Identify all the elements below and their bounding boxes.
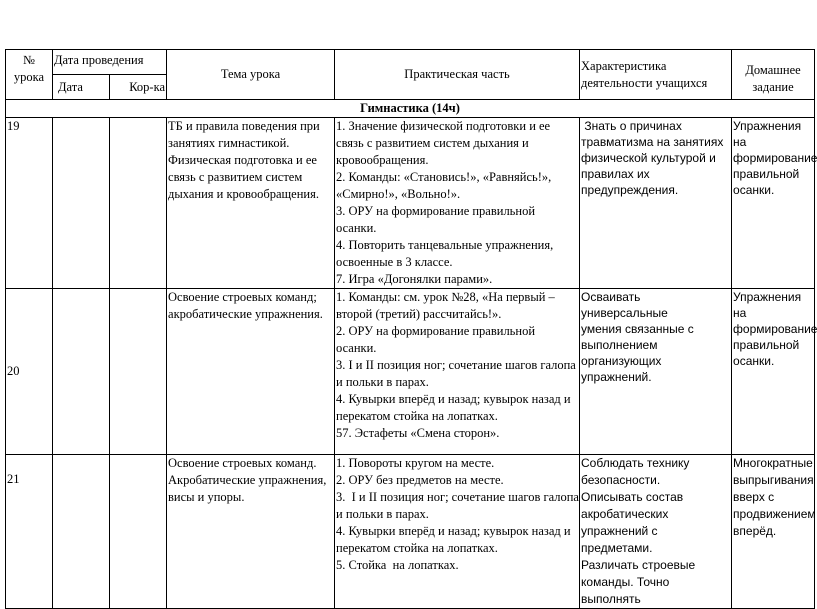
header-row-1	[6, 50, 815, 75]
activity-cell: Соблюдать технику безопасности. Описывать состав акробатических упражнений с предметами. Различать строевые команды. Точно выполнять	[580, 455, 732, 609]
activity-header: Характеристика деятельности учащихся	[580, 50, 732, 100]
section-title: Гимнастика (14ч)	[6, 100, 815, 118]
table-row	[6, 455, 815, 609]
topic-cell: ТБ и правила поведения при занятиях гимнастикой. Физическая подготовка и ее связь с развитием систем дыхания и кровообращения.	[167, 118, 335, 289]
table-row	[6, 118, 815, 289]
lesson-number-header: № урока	[6, 50, 53, 100]
lesson-number: 20	[6, 289, 53, 455]
correction-cell	[110, 118, 167, 289]
date-cell	[53, 289, 110, 455]
topic-cell: Освоение строевых команд. Акробатические упражнения, висы и упоры.	[167, 455, 335, 609]
topic-cell: Освоение строевых команд; акробатические упражнения.	[167, 289, 335, 455]
lesson-number: 21	[6, 455, 53, 609]
date-cell	[53, 455, 110, 609]
lesson-number: 19	[6, 118, 53, 289]
date-group-header: Дата проведения	[53, 50, 167, 75]
topic-header: Тема урока	[167, 50, 335, 100]
date-header: Дата	[53, 75, 110, 100]
date-cell	[53, 118, 110, 289]
homework-cell: Упражнения на формирование правильной осанки.	[732, 289, 815, 455]
activity-cell: Осваивать универсальные умения связанные с выполнением организующих упражнений.	[580, 289, 732, 455]
lesson-plan-table	[5, 49, 815, 609]
table-row	[6, 289, 815, 455]
homework-cell: Многократные выпрыгивания вверх с продвижением вперёд.	[732, 455, 815, 609]
practice-header: Практическая часть	[335, 50, 580, 100]
correction-cell	[110, 289, 167, 455]
practice-cell: 1. Повороты кругом на месте. 2. ОРУ без предметов на месте. 3. I и II позиция ног; сочетание шагов галопа и польки в парах. 4. Кувырки вперёд и назад; кувырок назад и перекатом стойка на лопатках. 5. Стойка на лопатках.	[335, 455, 580, 609]
correction-header: Кор-ка	[110, 75, 167, 100]
homework-cell: Упражнения на формирование правильной осанки.	[732, 118, 815, 289]
practice-cell: 1. Значение физической подготовки и ее связь с развитием систем дыхания и кровообращения. 2. Команды: «Становись!», «Равняйсь!», «Смирно!», «Вольно!». 3. ОРУ на формирование правильной осанки. 4. Повторить танцевальные упражнения, освоенные в 3 классе. 7. Игра «Догонялки парами».	[335, 118, 580, 289]
homework-header: Домашнее задание	[732, 50, 815, 100]
correction-cell	[110, 455, 167, 609]
practice-cell: 1. Команды: см. урок №28, «На первый – второй (третий) рассчитайсь!». 2. ОРУ на формирование правильной осанки. 3. I и II позиция ног; сочетание шагов галопа и польки в парах. 4. Кувырки вперёд и назад; кувырок назад и перекатом стойка на лопатках. 57. Эстафеты «Смена сторон».	[335, 289, 580, 455]
section-row	[6, 100, 815, 118]
activity-cell: Знать о причинах травматизма на занятиях физической культурой и правилах их предупреждения.	[580, 118, 732, 289]
